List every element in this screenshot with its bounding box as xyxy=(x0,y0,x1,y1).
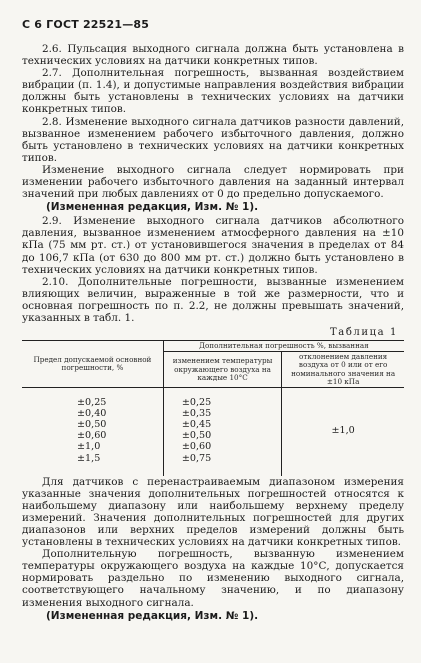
table-cell: ±0,45 xyxy=(181,419,212,431)
clause-2-7: 2.7. Дополнительная погрешность, вызванная воздействием вибрации (п. 1.4), и допустимые направления воздействия вибрации должны быть установлены в технических условиях на датчики конкретных типов. xyxy=(22,67,404,116)
table-cell: ±0,50 xyxy=(77,419,107,431)
table-cell: ±0,25 xyxy=(181,397,212,409)
table-cell: ±1,5 xyxy=(77,452,101,464)
table-col-basic-error xyxy=(22,388,163,476)
clause-2-8: 2.8. Изменение выходного сигнала датчиков разности давлений, вызванное изменением рабочего избыточного давления, должно быть установлено в технических условиях на датчики конкретных типов. xyxy=(22,115,404,164)
table-cell: ±0,50 xyxy=(181,430,212,442)
table-cell: ±0,40 xyxy=(77,408,107,420)
clause-2-8-note: Изменение выходного сигнала следует нормировать при изменении рабочего избыточного давления на заданный интервал значений при любых давлениях от 0 до предельно допускаемого. xyxy=(22,163,404,201)
table-cell: ±1,0 xyxy=(77,441,101,453)
table-cell: ±0,60 xyxy=(77,430,107,442)
clause-2-10: 2.10. Дополнительные погрешности, вызванные изменением влияющих величин, выраженные в той же размерности, что и основная погрешность по п. 2.2, не должны превышать значений, указанных в табл. 1. xyxy=(22,275,404,324)
page-header: С 6 ГОСТ 22521—85 xyxy=(22,18,150,31)
amendment-note-1: (Измененная редакция, Изм. № 1). xyxy=(46,201,259,214)
table-header-basic-error: Предел допускаемой основной погрешности, % xyxy=(22,341,163,388)
table-cell: ±0,75 xyxy=(181,452,212,464)
document-page xyxy=(22,18,404,624)
table-header-pressure: отклонением давления воздуха от 0 или от его номинального значения на ±10 кПа xyxy=(282,352,404,388)
table-header-temperature: изменением температуры окружающего воздуха на каждые 10°С xyxy=(163,352,281,388)
range-note: Для датчиков с перенастраиваемым диапазоном измерения указанные значения дополнительных погрешностей относятся к наибольшему диапазону или наибольшему верхнему пределу измерений. Значения дополнительных погрешностей для других диапазонов или верхних пределов измерений должны быть установлены в технических условиях на датчики конкретных типов. xyxy=(22,475,404,549)
clause-2-6: 2.6. Пульсация выходного сигнала должна быть установлена в технических условиях на датчики конкретных типов. xyxy=(22,43,404,68)
temperature-note: Дополнительную погрешность, вызванную изменением температуры окружающего воздуха на каждые 10°С, допускается нормировать раздельно по изменению выходного сигнала, соответствующего начальному значению, и по диапазону изменения выходного сигнала. xyxy=(22,548,404,609)
amendment-note-2: (Измененная редакция, Изм. № 1). xyxy=(46,609,259,622)
table-header-group: Дополнительная погрешность %, вызванная xyxy=(163,341,404,352)
table-cell: ±0,60 xyxy=(181,441,212,453)
table-col-temperature xyxy=(163,388,281,476)
table-col-pressure xyxy=(282,388,404,476)
table-caption: Таблица 1 xyxy=(329,327,398,339)
error-limits-table xyxy=(22,340,404,476)
table-cell: ±0,35 xyxy=(181,408,212,420)
table-cell-pressure-value: ±1,0 xyxy=(331,424,355,436)
clause-2-9: 2.9. Изменение выходного сигнала датчиков абсолютного давления, вызванное изменением атмосферного давления на ±10 кПа (75 мм рт. ст.) от установившегося значения в пределах от 84 до 106,7 кПа (от 630 до 800 мм рт. ст.) должно быть установлено в технических условиях на датчики конкретных типов. xyxy=(22,215,404,276)
table-cell: ±0,25 xyxy=(77,397,107,409)
